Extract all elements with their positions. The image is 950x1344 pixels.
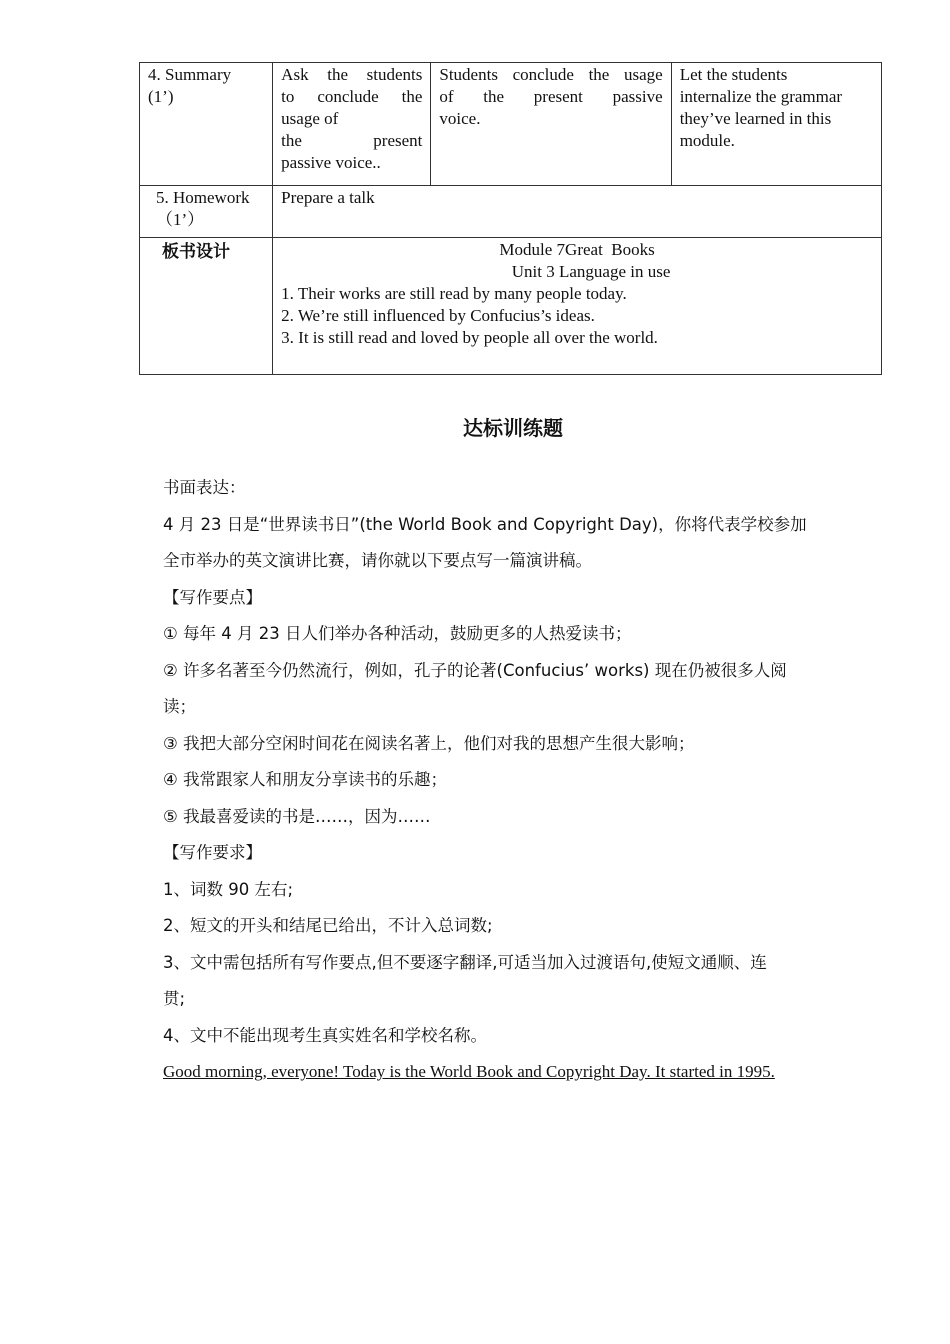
writing-point: ④ 我常跟家人和朋友分享读书的乐趣； [163,770,448,789]
requirement: 1、词数 90 左右; [163,879,294,899]
board-item: 3. It is still read and loved by people all over the world. [281,328,658,347]
board-item: 2. We’re still influenced by Confucius’s ideas. [281,306,595,325]
summary-purpose-line: they’ve learned in this [679,109,832,128]
homework-step: 5. Homework [156,188,250,207]
exercise-title: 达标训练题 [463,416,563,440]
requirement: 3、文中需包括所有写作要点,但不要逐字翻译,可适当加入过渡语句,使短文通顺、连 [163,952,767,972]
board-item: 1. Their works are still read by many people today. [281,284,627,303]
summary-purpose-line: Let the students [679,65,788,84]
requirement: 2、短文的开头和结尾已给出，不计入总词数; [163,916,493,935]
summary-teacher-line: to conclude the [281,87,423,106]
task-label: 书面表达： [163,478,246,497]
board-row [140,238,882,375]
homework-row [140,186,882,238]
summary-students-line: voice. [439,109,481,128]
summary-step: 4. Summary [148,65,232,84]
requirement: 4、文中不能出现考生真实姓名和学校名称。 [163,1025,487,1045]
board-label-cell [140,238,273,375]
summary-students-cell [431,63,671,186]
writing-point: ③ 我把大部分空闲时间花在阅读名著上，他们对我的思想产生很大影响； [163,733,695,753]
summary-students-line: Students conclude the usage [439,65,663,84]
summary-time: (1’) [148,87,174,106]
homework-step-cell [140,186,273,238]
writing-point: ② 许多名著至今仍然流行，例如，孔子的论著(Confucius’ works) 现在仍被很多人阅 [163,660,787,680]
summary-row [140,63,882,186]
writing-point: 读； [163,697,196,716]
homework-content-cell [273,186,882,238]
summary-purpose-line: module. [679,131,735,150]
requirement: 贯; [163,989,186,1008]
intro-line: 4 月 23 日是“世界读书日”(the World Book and Copyright Day)，你将代表学校参加 [163,514,807,534]
summary-teacher-line: usage of [281,109,339,128]
intro-line: 全市举办的英文演讲比赛，请你就以下要点写一篇演讲稿。 [163,551,592,570]
homework-content: Prepare a talk [281,188,375,207]
points-heading: 【写作要点】 [163,587,262,607]
writing-point: ⑤ 我最喜爱读的书是……，因为…… [163,806,431,826]
summary-purpose-line: internalize the grammar [679,87,843,106]
summary-step-cell [140,63,273,186]
lesson-plan-table [139,62,882,375]
summary-teacher-line: passive voice.. [281,153,381,172]
exercise-content [163,470,863,1091]
summary-teacher-line: Ask the students [281,65,423,84]
board-content-cell [273,238,882,375]
writing-point: ① 每年 4 月 23 日人们举办各种活动，鼓励更多的人热爱读书； [163,624,632,643]
homework-time: （1’） [156,210,205,229]
board-module-title: Module 7Great Books [499,240,655,259]
board-unit-title: Unit 3 Language in use [511,262,671,281]
requirements-heading: 【写作要求】 [163,843,262,862]
summary-teacher-line: the present [281,131,423,150]
speech-opening: Good morning, everyone! Today is the World Book and Copyright Day. It started in 1995. [163,1062,775,1081]
board-label: 板书设计 [162,242,230,262]
summary-students-line: of the present passive [439,87,663,106]
summary-teacher-cell [273,63,431,186]
summary-purpose-cell [671,63,881,186]
